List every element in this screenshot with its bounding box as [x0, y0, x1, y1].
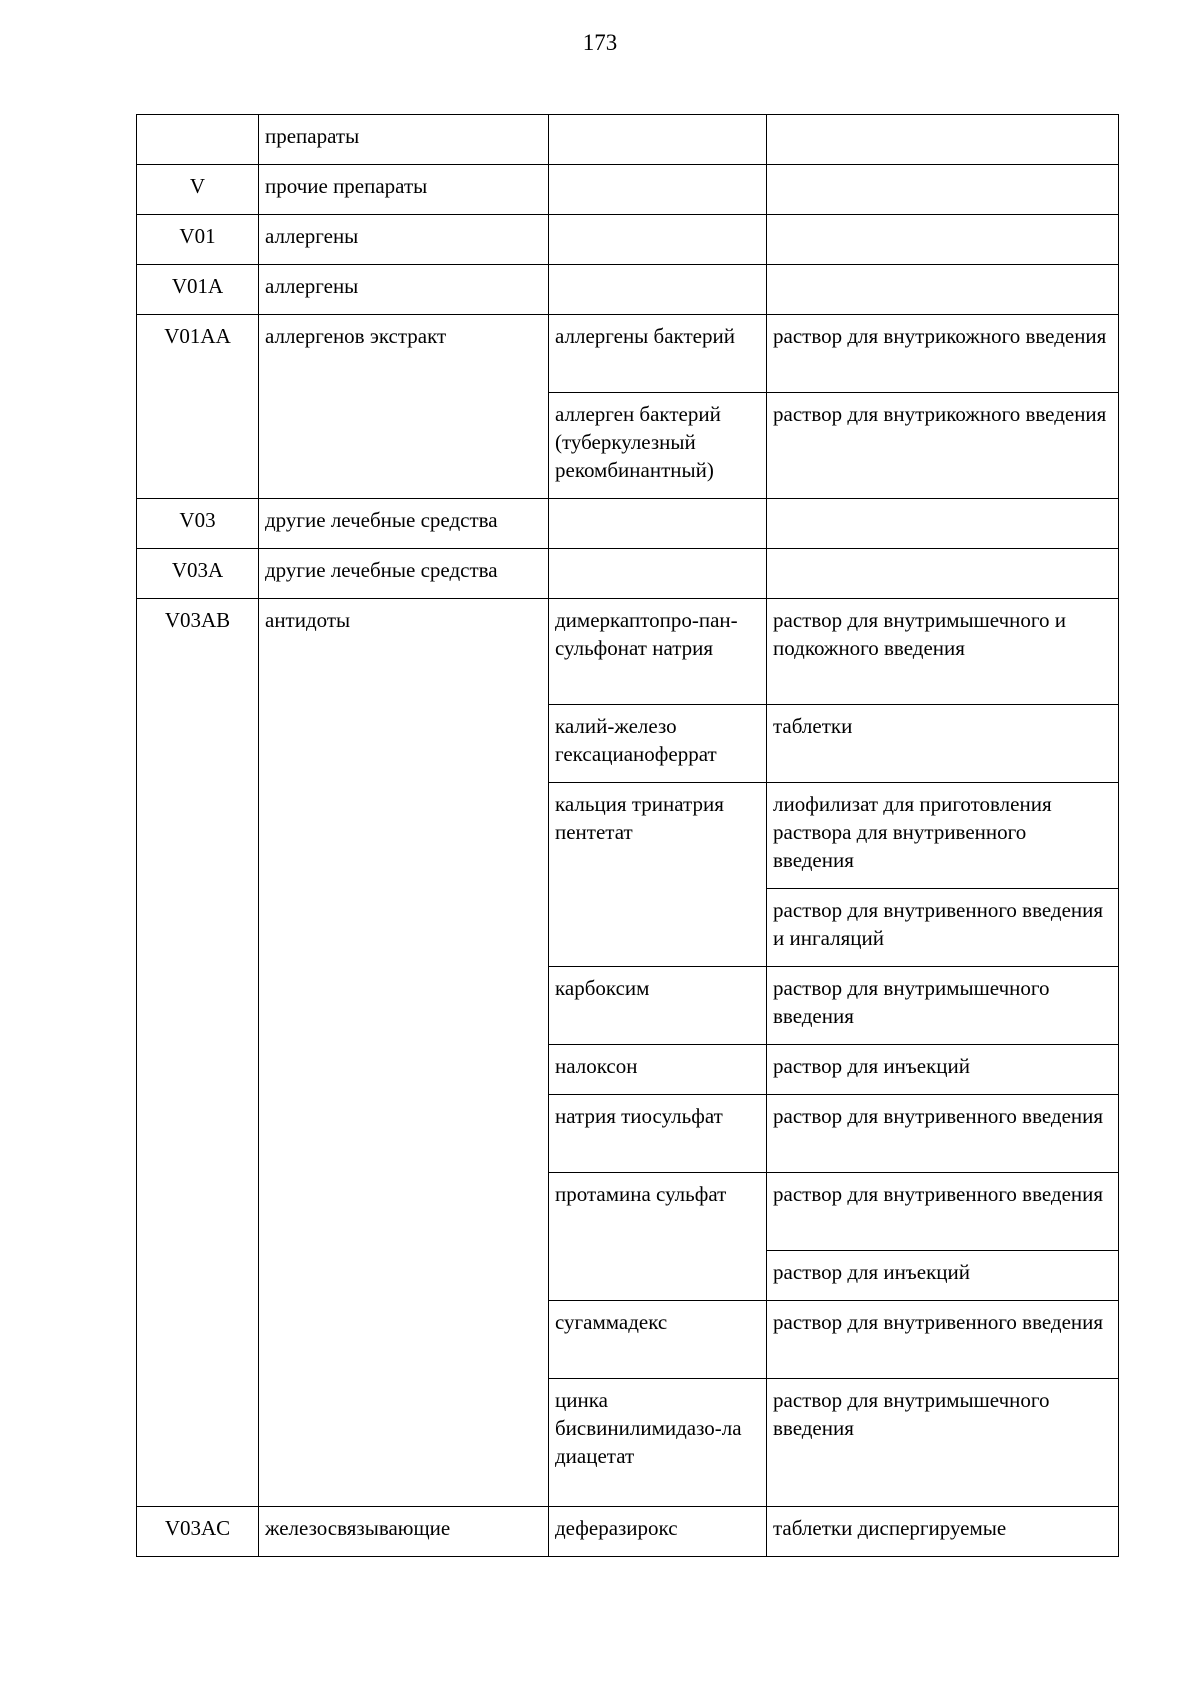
atc-code-cell: V01AA	[137, 315, 259, 499]
dosage-form-cell	[767, 549, 1119, 599]
atc-group-cell: аллергены	[259, 265, 549, 315]
dosage-form-cell: раствор для внутримышечного введения	[767, 967, 1119, 1045]
drug-name-cell	[549, 115, 767, 165]
table-row	[137, 599, 1119, 705]
atc-group-cell: антидоты	[259, 599, 549, 1507]
dosage-form-cell: раствор для инъекций	[767, 1045, 1119, 1095]
drug-name-cell: налоксон	[549, 1045, 767, 1095]
drug-name-cell: натрия тиосульфат	[549, 1095, 767, 1173]
drug-name-cell: калий-железо гексацианоферрат	[549, 705, 767, 783]
atc-code-cell: V01	[137, 215, 259, 265]
atc-code-cell	[137, 115, 259, 165]
dosage-form-cell	[767, 265, 1119, 315]
atc-code-cell: V03AC	[137, 1507, 259, 1557]
table-row	[137, 549, 1119, 599]
drug-name-cell	[549, 215, 767, 265]
atc-group-cell: железосвязывающие	[259, 1507, 549, 1557]
table-row	[137, 315, 1119, 393]
atc-code-cell: V03A	[137, 549, 259, 599]
dosage-form-cell: раствор для внутривенного введения	[767, 1301, 1119, 1379]
drug-name-cell: димеркаптопро-пан-сульфонат натрия	[549, 599, 767, 705]
dosage-form-cell: раствор для внутривенного введения	[767, 1095, 1119, 1173]
dosage-form-cell: раствор для внутрикожного введения	[767, 315, 1119, 393]
dosage-form-cell: таблетки диспергируемые	[767, 1507, 1119, 1557]
dosage-form-cell: раствор для внутримышечного введения	[767, 1379, 1119, 1507]
atc-group-cell: препараты	[259, 115, 549, 165]
atc-group-cell: другие лечебные средства	[259, 549, 549, 599]
atc-group-cell: другие лечебные средства	[259, 499, 549, 549]
drug-name-cell: сугаммадекс	[549, 1301, 767, 1379]
atc-group-cell: аллергены	[259, 215, 549, 265]
drug-name-cell: протамина сульфат	[549, 1173, 767, 1301]
dosage-form-cell: раствор для внутримышечного и подкожного введения	[767, 599, 1119, 705]
drug-name-cell: цинка бисвинилимидазо-ла диацетат	[549, 1379, 767, 1507]
dosage-form-cell: раствор для инъекций	[767, 1251, 1119, 1301]
atc-group-cell: аллергенов экстракт	[259, 315, 549, 499]
table-row	[137, 215, 1119, 265]
atc-code-cell: V03	[137, 499, 259, 549]
dosage-form-cell	[767, 215, 1119, 265]
drug-name-cell: аллергены бактерий	[549, 315, 767, 393]
drug-table	[136, 114, 1119, 1557]
dosage-form-cell: лиофилизат для приготовления раствора для внутривенного введения	[767, 783, 1119, 889]
drug-name-cell: деферазирокс	[549, 1507, 767, 1557]
drug-name-cell: кальция тринатрия пентетат	[549, 783, 767, 967]
dosage-form-cell	[767, 115, 1119, 165]
dosage-form-cell: раствор для внутрикожного введения	[767, 393, 1119, 499]
atc-code-cell: V	[137, 165, 259, 215]
dosage-form-cell: раствор для внутривенного введения и ингаляций	[767, 889, 1119, 967]
drug-name-cell	[549, 499, 767, 549]
atc-group-cell: прочие препараты	[259, 165, 549, 215]
drug-name-cell: аллерген бактерий (туберкулезный рекомбинантный)	[549, 393, 767, 499]
table-row	[137, 265, 1119, 315]
drug-name-cell	[549, 265, 767, 315]
drug-name-cell	[549, 165, 767, 215]
drug-name-cell	[549, 549, 767, 599]
page-number: 173	[582, 30, 618, 55]
drug-name-cell: карбоксим	[549, 967, 767, 1045]
dosage-form-cell	[767, 499, 1119, 549]
atc-code-cell: V03AB	[137, 599, 259, 1507]
table-row	[137, 499, 1119, 549]
table-row	[137, 1507, 1119, 1557]
dosage-form-cell: таблетки	[767, 705, 1119, 783]
table-row	[137, 165, 1119, 215]
table-row	[137, 115, 1119, 165]
dosage-form-cell: раствор для внутривенного введения	[767, 1173, 1119, 1251]
atc-code-cell: V01A	[137, 265, 259, 315]
dosage-form-cell	[767, 165, 1119, 215]
